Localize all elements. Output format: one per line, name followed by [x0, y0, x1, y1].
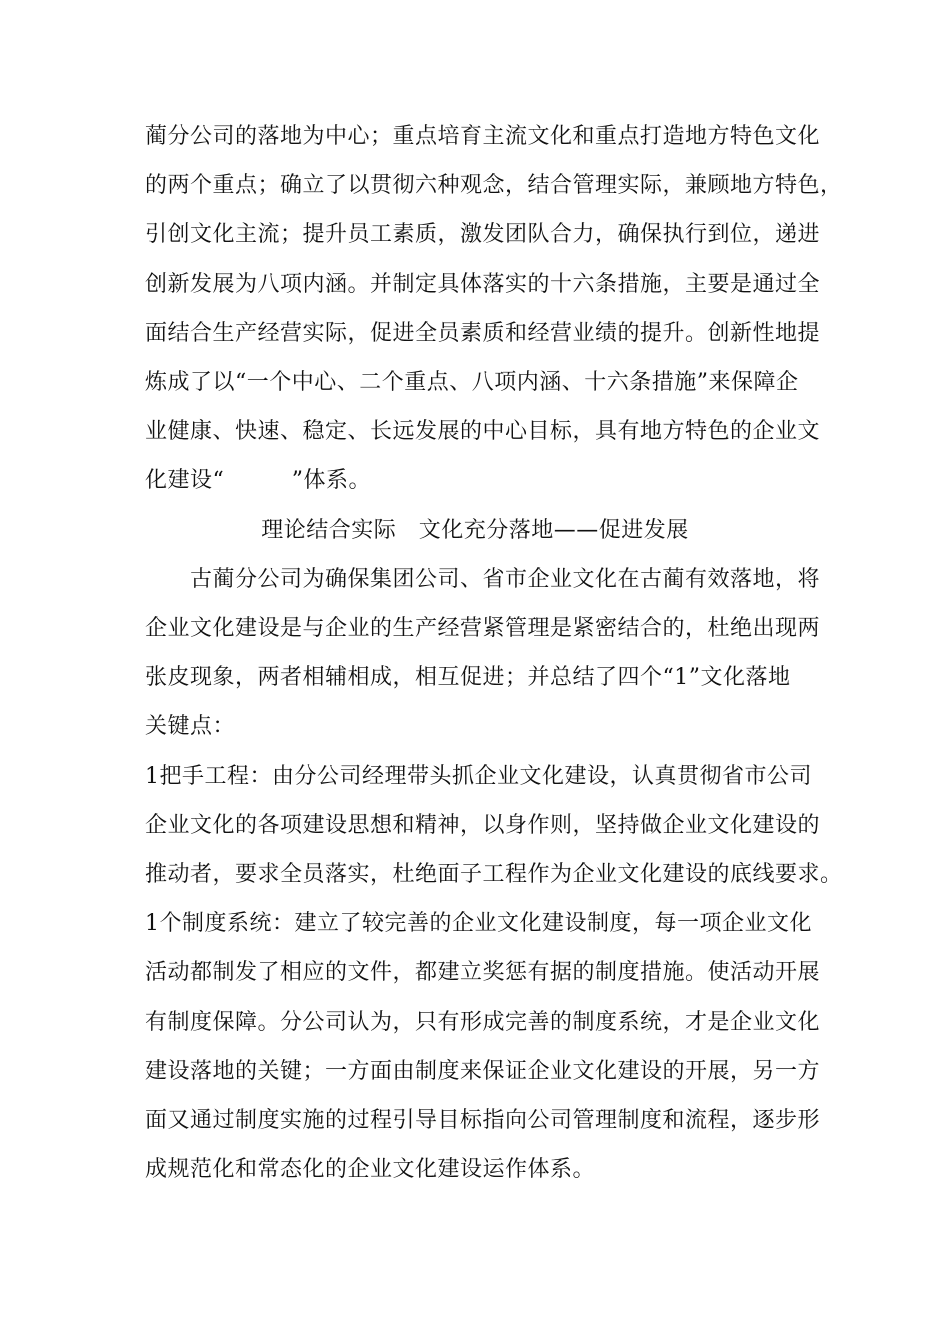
paragraph-line: 引创文化主流；提升员工素质，激发团队合力，确保执行到位，递进 — [145, 222, 821, 247]
paragraph-line: 古蔺分公司为确保集团公司、省市企业文化在古蔺有效落地，将 — [190, 567, 821, 592]
paragraph-line: 炼成了以“一个中心、二个重点、八项内涵、十六条措施”来保障企 — [145, 370, 799, 395]
paragraph-line: 蔺分公司的落地为中心；重点培育主流文化和重点打造地方特色文化 — [145, 124, 821, 149]
paragraph-line: 企业文化的各项建设思想和精神，以身作则，坚持做企业文化建设的 — [145, 813, 821, 838]
paragraph-line: 活动都制发了相应的文件，都建立奖惩有据的制度措施。使活动开展 — [145, 960, 821, 985]
paragraph-line: 业健康、快速、稳定、长远发展的中心目标，具有地方特色的企业文 — [145, 419, 821, 444]
paragraph-line: 推动者，要求全员落实，杜绝面子工程作为企业文化建设的底线要求。 — [145, 862, 843, 887]
section-heading: 理论结合实际 文化充分落地——促进发展 — [261, 518, 689, 543]
paragraph-line: 企业文化建设是与企业的生产经营紧管理是紧密结合的，杜绝出现两 — [145, 616, 821, 641]
paragraph-line: 成规范化和常态化的企业文化建设运作体系。 — [145, 1157, 596, 1182]
paragraph-line: 有制度保障。分公司认为，只有形成完善的制度系统，才是企业文化 — [145, 1010, 821, 1035]
paragraph-line: 的两个重点；确立了以贯彻六种观念，结合管理实际，兼顾地方特色， — [145, 173, 843, 198]
paragraph-line: 张皮现象，两者相辅相成，相互促进；并总结了四个“1”文化落地 — [145, 665, 791, 690]
paragraph-line: 创新发展为八项内涵。并制定具体落实的十六条措施，主要是通过全 — [145, 272, 821, 297]
paragraph-line: 化建设“ ”体系。 — [145, 468, 371, 493]
paragraph-line: 1把手工程：由分公司经理带头抓企业文化建设，认真贯彻省市公司 — [145, 764, 812, 789]
paragraph-line: 面又通过制度实施的过程引导目标指向公司管理制度和流程，逐步形 — [145, 1108, 821, 1133]
paragraph-line: 关键点： — [145, 714, 236, 739]
paragraph-line: 1个制度系统：建立了较完善的企业文化建设制度，每一项企业文化 — [145, 911, 812, 936]
paragraph-line: 面结合生产经营实际，促进全员素质和经营业绩的提升。创新性地提 — [145, 321, 821, 346]
paragraph-line: 建设落地的关键；一方面由制度来保证企业文化建设的开展，另一方 — [145, 1059, 821, 1084]
